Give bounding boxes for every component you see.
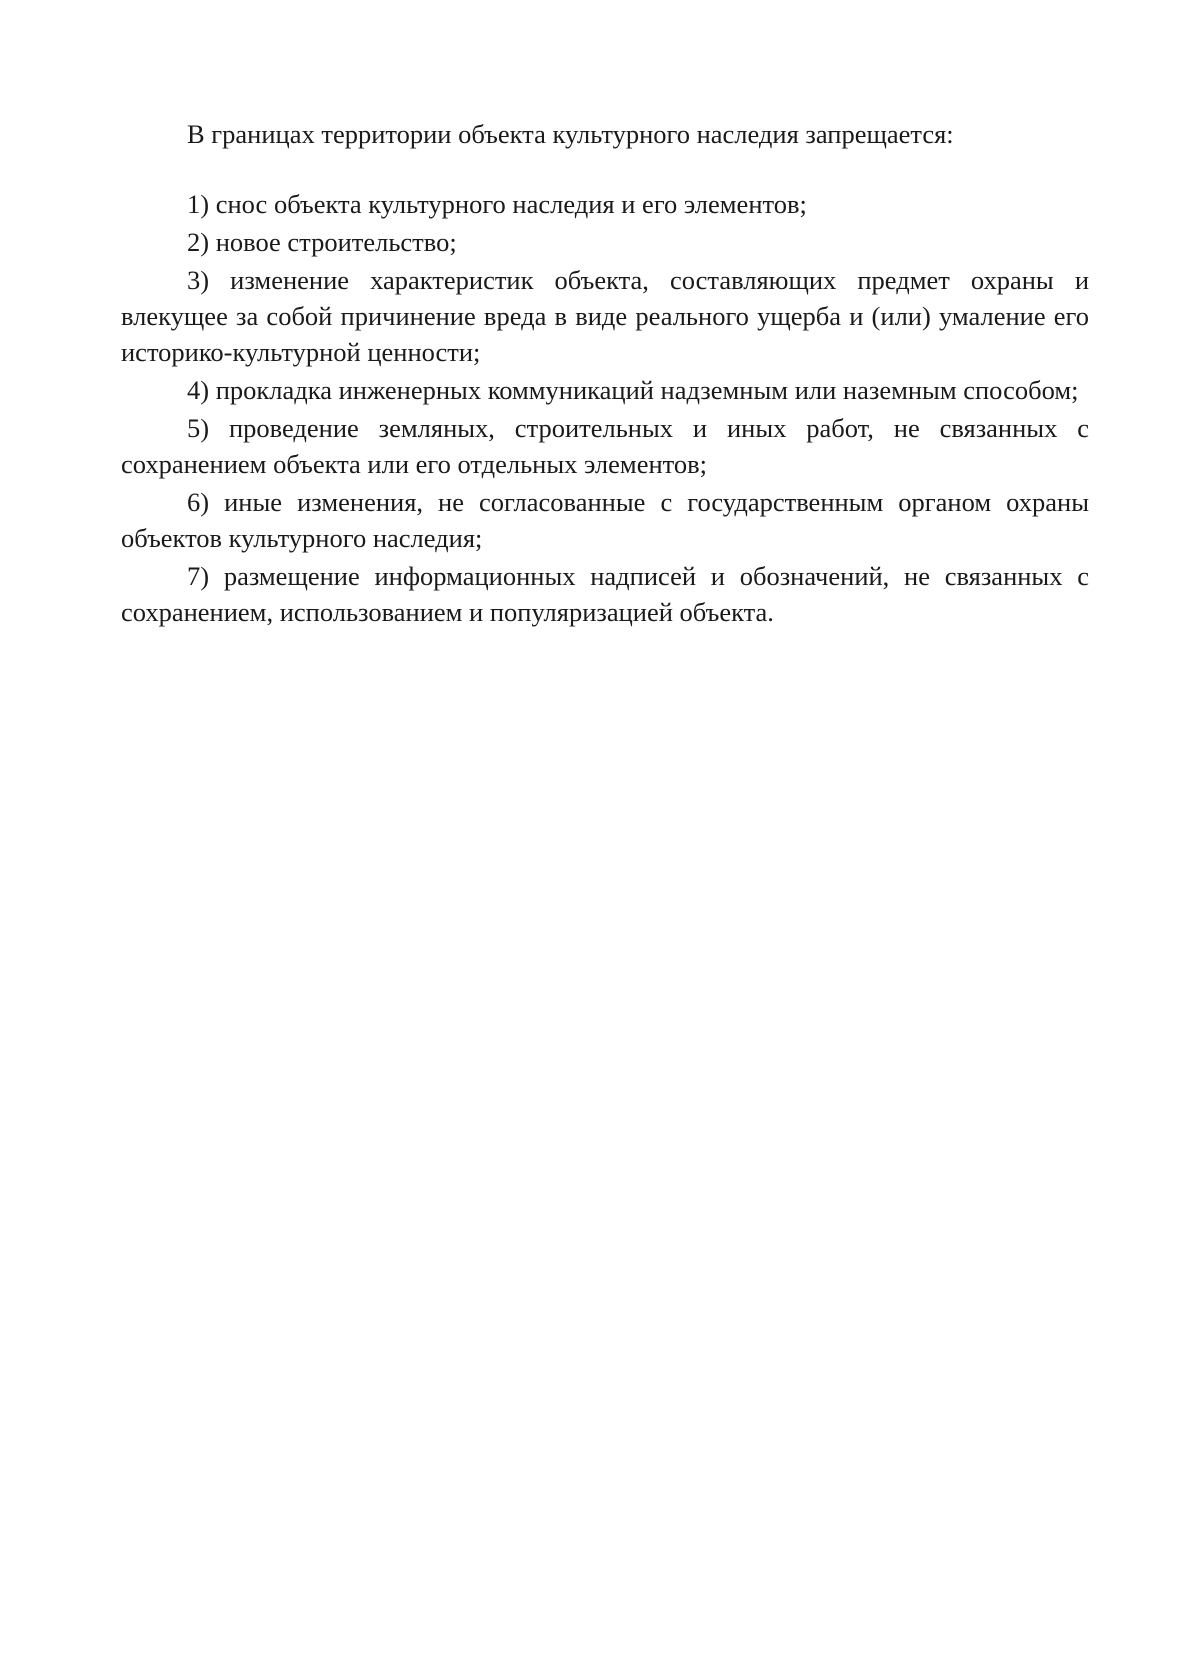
list-item-3: 3) изменение характеристик объекта, составляющих предмет охраны и влекущее за собой причинение вреда в виде реального ущерба и (или) умаление его историко-культурной ценности; [121,265,1089,367]
document-body [121,116,1089,632]
list-item-4: 4) прокладка инженерных коммуникаций надземным или наземным способом; [187,375,1079,405]
list-item-1: 1) снос объекта культурного наследия и его элементов; [187,189,807,219]
intro-paragraph: В границах территории объекта культурного наследия запрещается: [187,119,954,149]
list-item-6: 6) иные изменения, не согласованные с государственным органом охраны объектов культурного наследия; [121,487,1089,553]
list-item-5: 5) проведение земляных, строительных и иных работ, не связанных с сохранением объекта или его отдельных элементов; [121,413,1089,479]
list-item-2: 2) новое строительство; [187,227,457,257]
list-item-7: 7) размещение информационных надписей и обозначений, не связанных с сохранением, использованием и популяризацией объекта. [121,561,1089,627]
